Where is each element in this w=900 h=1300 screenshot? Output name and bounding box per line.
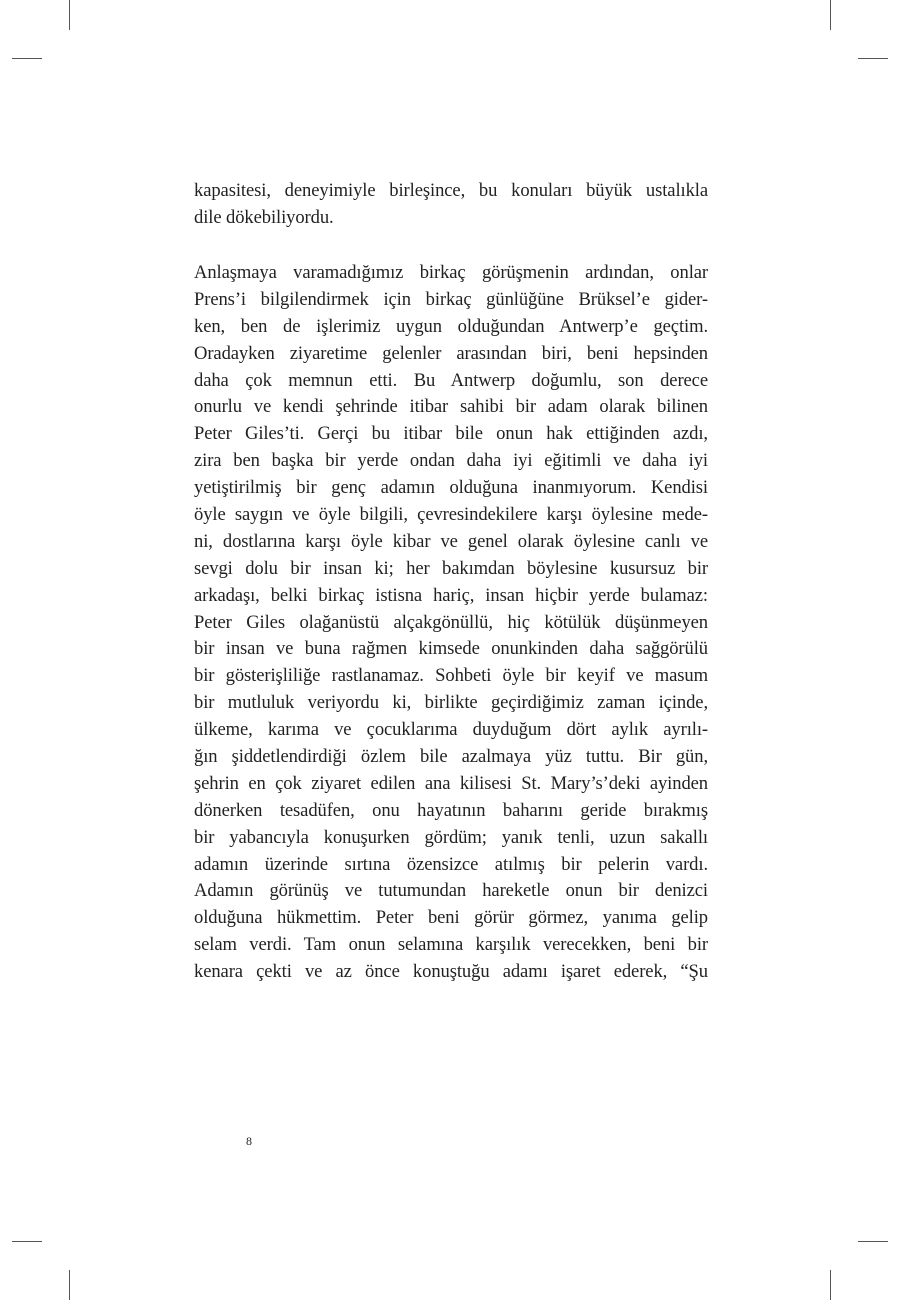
paragraph-line: Adamın görünüş ve tutumundan hareketle onun bir denizci [194,880,708,902]
paragraph-line: selam verdi. Tam onun selamına karşılık verecekken, beni bir [194,934,708,956]
paragraph-line: adamın üzerinde sırtına özensizce atılmış bir pelerin vardı. [194,853,708,875]
paragraph-2 [194,260,708,1013]
crop-mark-top-left-horizontal [12,58,42,59]
paragraph-line [194,986,708,1013]
paragraph-1 [194,178,708,232]
paragraph-line: öyle saygın ve öyle bilgili, çevresindekilere karşı öylesine mede- [194,504,708,526]
paragraph-line: ğın şiddetlendirdiği özlem bile azalmaya yüz tuttu. Bir gün, [194,746,708,768]
crop-mark-bottom-right-horizontal [858,1241,888,1242]
paragraph-line: Oradayken ziyaretime gelenler arasından biri, beni hepsinden [194,342,708,364]
crop-mark-top-right-vertical [830,0,831,30]
paragraph-line: Peter Giles’ti. Gerçi bu itibar bile onun hak ettiğinden azdı, [194,423,708,445]
paragraph-line: bir insan ve buna rağmen kimsede onunkinden daha sağgörülü [194,638,708,660]
crop-mark-top-right-horizontal [858,58,888,59]
paragraph-line: olduğuna hükmettim. Peter beni görür görmez, yanıma gelip [194,907,708,929]
paragraph-line: kenara çekti ve az önce konuştuğu adamı işaret ederek, “Şu [194,961,708,983]
crop-mark-bottom-left-vertical [69,1270,70,1300]
paragraph-line: ken, ben de işlerimiz uygun olduğundan Antwerp’e geçtim. [194,315,708,337]
paragraph-line: sevgi dolu bir insan ki; her bakımdan böylesine kusursuz bir [194,557,708,579]
paragraph-line: ni, dostlarına karşı öyle kibar ve genel olarak öylesine canlı ve [194,530,708,552]
paragraph-line: kapasitesi, deneyimiyle birleşince, bu konuları büyük ustalıkla [194,180,708,201]
paragraph-line: ülkeme, karıma ve çocuklarıma duyduğum dört aylık ayrılı- [194,719,708,741]
paragraph-line: Prens’i bilgilendirmek için birkaç günlüğüne Brüksel’e gider- [194,288,708,310]
page-number: 8 [246,1134,252,1148]
paragraph-line: Anlaşmaya varamadığımız birkaç görüşmenin ardından, onlar [194,262,708,283]
crop-mark-bottom-right-vertical [830,1270,831,1300]
paragraph-line: arkadaşı, belki birkaç istisna hariç, insan hiçbir yerde bulamaz: [194,584,708,606]
paragraph-line: yetiştirilmiş bir genç adamın olduğuna inanmıyorum. Kendisi [194,477,708,499]
paragraph-line: Peter Giles olağanüstü alçakgönüllü, hiç kötülük düşünmeyen [194,611,708,633]
paragraph-line: dönerken tesadüfen, onu hayatının baharını geride bırakmış [194,799,708,821]
paragraph-line: bir mutluluk veriyordu ki, birlikte geçirdiğimiz zaman içinde, [194,692,708,714]
paragraph-line: bir gösterişliliğe rastlanamaz. Sohbeti öyle bir keyif ve masum [194,665,708,687]
paragraph-line: dile dökebiliyordu. [194,206,334,228]
paragraph-line: bir yabancıyla konuşurken gördüm; yanık tenli, uzun sakallı [194,826,708,848]
paragraph-line: daha çok memnun etti. Bu Antwerp doğumlu, son derece [194,369,708,391]
paragraph-line: onurlu ve kendi şehrinde itibar sahibi bir adam olarak bilinen [194,396,708,418]
paragraph-line: zira ben başka bir yerde ondan daha iyi eğitimli ve daha iyi [194,450,708,472]
crop-mark-top-left-vertical [69,0,70,30]
paragraph-line: şehrin en çok ziyaret edilen ana kilisesi St. Mary’s’deki ayinden [194,772,708,794]
crop-mark-bottom-left-horizontal [12,1241,42,1242]
